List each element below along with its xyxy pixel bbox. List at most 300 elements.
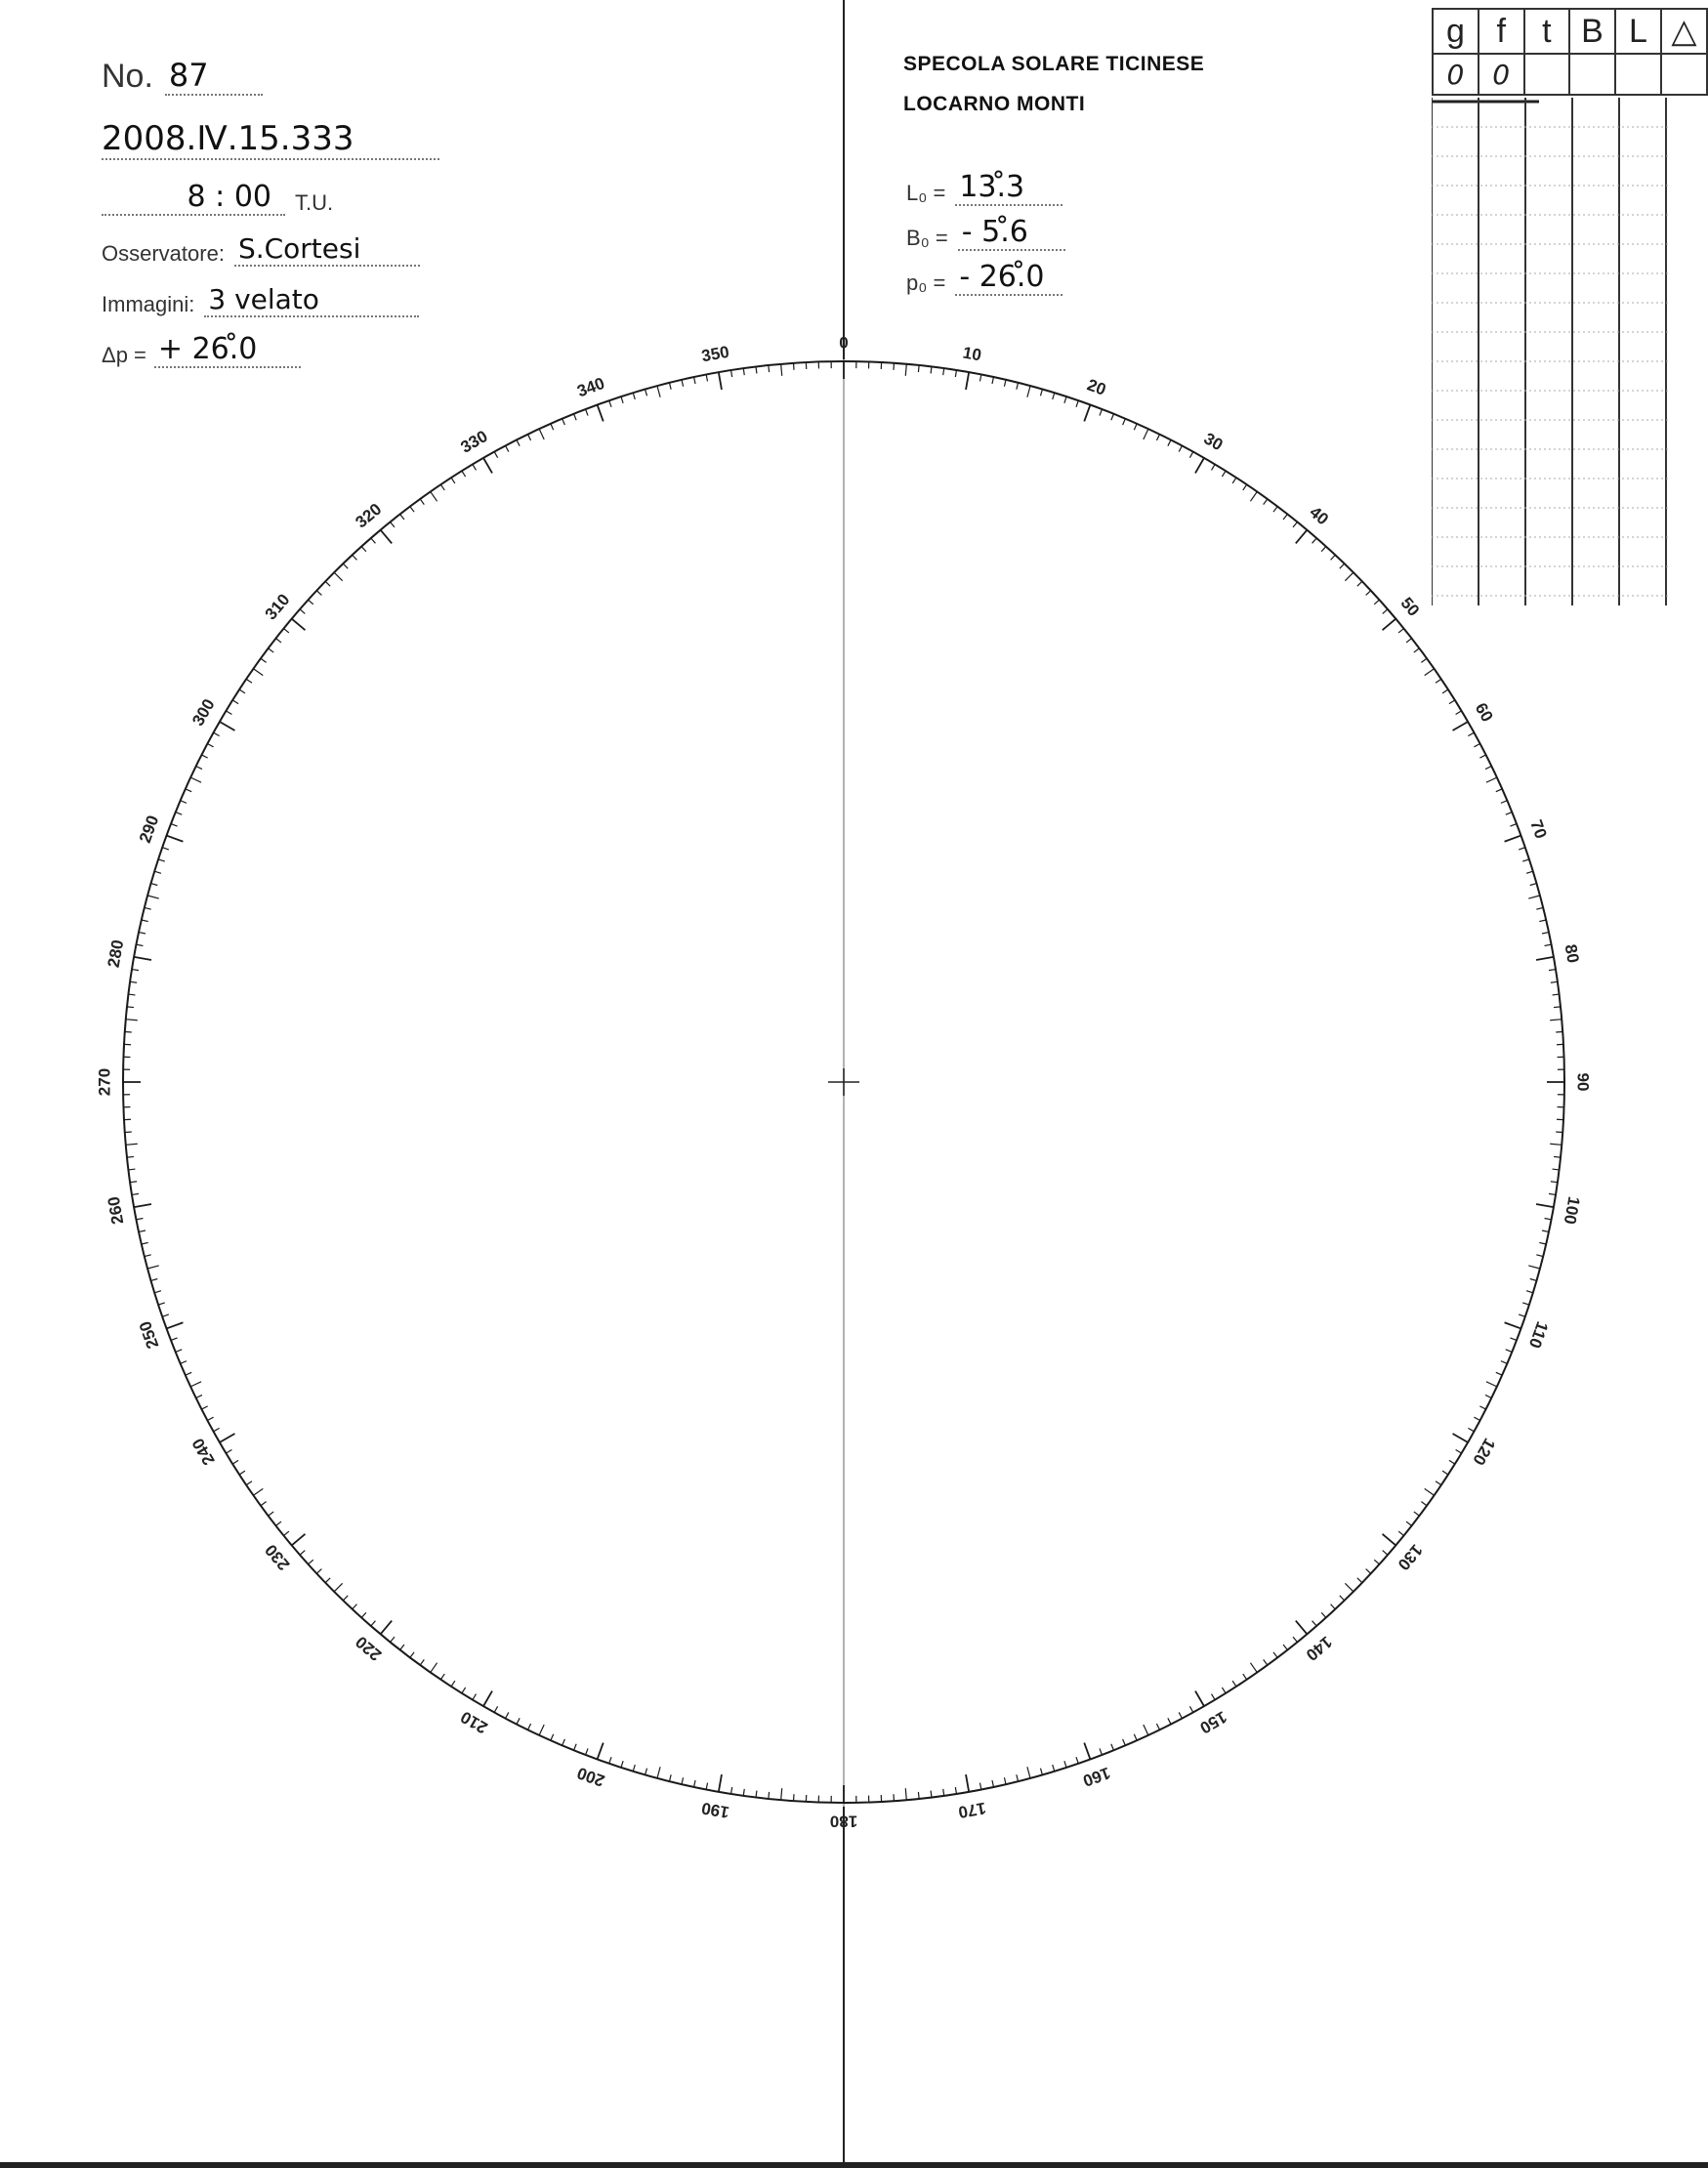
dial-tick [1134,424,1137,430]
dial-tick [1474,1417,1479,1420]
delta-p-field [102,332,301,368]
dial-tick [1496,1372,1502,1375]
dial-tick [1144,429,1148,439]
dial-label-240: 240 [188,1435,219,1469]
dial-tick [292,619,306,631]
dial-tick [253,669,263,676]
dial-tick [1040,1769,1042,1775]
dial-tick [931,1791,932,1798]
dial-tick [574,1744,577,1750]
dial-tick [139,1230,146,1231]
dial-label-200: 200 [574,1763,607,1791]
dial-tick [1485,1395,1491,1397]
dial-label-290: 290 [135,813,163,846]
dial-tick [420,1659,424,1665]
dial-tick [1111,1744,1114,1750]
dial-tick [1383,609,1388,614]
time-value: 8 : 00 [102,180,285,216]
dial-tick [239,689,245,693]
dial-tick [706,375,707,382]
dial-tick [506,445,509,451]
dial-tick [214,732,220,735]
dial-label-180: 180 [829,1812,858,1831]
dial-label-120: 120 [1469,1435,1499,1469]
dial-label-30: 30 [1200,429,1227,455]
dial-tick [275,639,281,643]
dial-tick [506,1712,509,1718]
dial-tick [657,1767,660,1778]
dial-tick [473,1694,477,1700]
dial-tick [167,836,184,842]
dial-tick [586,1748,589,1755]
dial-label-70: 70 [1526,816,1551,842]
dial-tick [1528,1266,1540,1269]
dial-tick [214,1428,220,1431]
dial-label-220: 220 [352,1632,386,1665]
value-b [1569,54,1615,95]
dial-tick [527,1724,530,1730]
dial-label-0: 0 [839,333,849,353]
dial-label-230: 230 [261,1540,294,1574]
dial-tick [781,364,782,376]
dial-label-20: 20 [1084,375,1109,399]
images-label: Immagini: [102,292,195,316]
dial-tick [1536,1255,1543,1257]
dial-tick [966,372,969,390]
images-field [102,283,419,317]
value-delta [1661,54,1707,95]
dial-tick [1436,1481,1441,1485]
dial-tick [1485,766,1491,769]
dial-tick [1189,452,1192,458]
dial-tick [1486,777,1497,782]
dial-tick [283,1531,288,1535]
dial-tick [598,1743,604,1760]
dial-tick [1479,1406,1485,1409]
dial-tick [1283,1645,1287,1650]
dial-tick [1453,1434,1469,1442]
dial-label-160: 160 [1080,1763,1113,1791]
dial-tick [931,367,932,374]
dial-tick [309,1560,313,1564]
dial-label-80: 80 [1561,942,1583,965]
dial-tick [343,563,348,568]
dial-tick [226,1449,231,1453]
value-f: 0 [1479,54,1524,95]
dial-tick [1017,1774,1019,1781]
dial-tick [756,367,757,374]
dial-tick [1519,1314,1525,1316]
header-g: g [1433,9,1479,54]
dial-tick [539,429,544,439]
dial-tick [139,933,146,934]
dial-tick [1004,380,1006,387]
group-table-value-row [1433,54,1707,95]
dial-tick [1553,994,1560,995]
dial-tick [1554,1007,1561,1008]
group-table-rows [1432,98,1668,605]
dial-label-90: 90 [1573,1072,1593,1092]
dial-tick [431,491,437,501]
observatory-name-line1: SPECOLA SOLARE TICINESE [903,53,1205,75]
dial-tick [134,1204,151,1207]
number-field [102,57,263,96]
dial-tick [682,380,684,387]
dial-tick [1076,1757,1078,1764]
dial-tick [1296,530,1308,544]
dial-tick [1526,871,1533,873]
dial-tick [1545,1218,1552,1219]
delta-p-value: + 26.̊0 [154,332,301,368]
dial-tick [1064,1761,1066,1768]
dial-label-100: 100 [1560,1194,1584,1227]
dial-tick [1100,409,1103,416]
dial-tick [137,1218,144,1219]
value-l [1615,54,1661,95]
dial-tick [400,514,404,520]
dial-tick [682,1777,684,1784]
dial-tick [1536,957,1554,960]
dial-tick [1549,970,1556,971]
dial-tick [694,377,695,384]
dial-tick [905,364,906,376]
dial-tick [130,1182,137,1183]
dial-tick [1425,1488,1435,1495]
dial-tick [918,365,919,372]
dial-tick [334,1583,342,1591]
dial-tick [261,658,267,662]
dial-tick [1542,933,1549,934]
dial-tick [1004,1777,1006,1784]
dial-tick [226,711,231,715]
time-field [102,180,333,216]
dial-tick [743,1789,744,1796]
header-f: f [1479,9,1524,54]
dial-tick [1398,629,1403,633]
dial-tick [694,1780,695,1787]
b0-label: B₀ = [906,226,948,250]
dial-tick [1528,896,1540,898]
dial-tick [186,1372,191,1375]
dial-tick [371,538,376,543]
date-field [102,119,439,160]
dial-label-190: 190 [699,1798,731,1822]
dial-tick [781,1788,782,1800]
dial-tick [1530,1278,1537,1280]
dial-tick [253,1488,263,1495]
dial-label-280: 280 [104,938,128,970]
dial-tick [1383,619,1396,631]
dial-tick [769,1792,770,1799]
dial-tick [966,1774,969,1792]
dial-tick [1425,669,1435,676]
images-value: 3 velato [204,283,419,317]
dial-tick [633,1765,635,1772]
delta-p-label: Δp = [102,343,146,367]
dial-tick [574,414,577,420]
dial-tick [494,1706,497,1712]
dial-tick [292,1534,306,1546]
dial-tick [316,1569,321,1574]
dial-tick [316,591,321,596]
page-bottom-edge [0,2162,1708,2168]
dial-tick [431,1663,437,1673]
dial-tick [145,907,151,909]
dial-tick [440,1674,444,1680]
dial-label-210: 210 [457,1707,491,1737]
dial-tick [154,1291,161,1293]
dial-tick [483,1691,492,1707]
observer-value: S.Cortesi [234,232,420,267]
dial-tick [1331,555,1336,560]
dial-tick [1232,1681,1236,1687]
observer-field [102,232,420,267]
dial-tick [1374,600,1379,605]
dial-tick [1222,471,1226,477]
header-t: t [1524,9,1569,54]
dial-tick [992,1780,993,1787]
dial-tick [1111,414,1114,420]
dial-tick [1453,722,1469,730]
dial-tick [1398,1531,1403,1535]
header-b: B [1569,9,1615,54]
dial-tick [1123,1739,1126,1745]
dial-tick [527,435,530,440]
dial-label-320: 320 [352,499,386,532]
dial-tick [269,648,274,652]
dial-tick [420,499,424,505]
dial-tick [142,1242,148,1244]
dial-tick [473,464,477,470]
dial-tick [261,1502,267,1506]
dial-tick [743,368,744,375]
dial-tick [1264,1659,1268,1665]
dial-tick [126,1144,138,1145]
dial-tick [132,970,139,971]
dial-tick [621,1761,623,1768]
dial-label-10: 10 [961,343,983,365]
dial-tick [201,755,207,758]
group-table [1432,8,1708,96]
dial-tick [1243,484,1247,490]
dial-tick [719,1774,722,1792]
dial-label-50: 50 [1396,594,1424,620]
dial-tick [731,1787,732,1794]
dial-tick [1442,1471,1448,1475]
dial-label-170: 170 [956,1798,988,1822]
dial-tick [633,393,635,399]
dial-tick [1250,1663,1257,1673]
dial-tick [1366,1569,1371,1574]
dial-tick [1468,732,1474,735]
dial-tick [1179,1712,1182,1718]
value-t [1524,54,1569,95]
dial-tick [1340,1596,1345,1601]
dial-tick [300,1551,305,1556]
dial-label-140: 140 [1302,1632,1336,1665]
header-delta: △ [1661,9,1707,54]
value-g: 0 [1433,54,1479,95]
dial-tick [1505,1322,1521,1328]
dial-tick [201,1406,207,1409]
p0-label: p₀ = [906,271,946,295]
l0-label: L₀ = [906,181,946,205]
dial-tick [391,521,395,526]
dial-tick [1264,499,1268,505]
dial-tick [171,824,178,827]
dial-tick [1134,1734,1137,1740]
b0-field [906,215,1065,251]
dial-tick [246,679,252,683]
dial-label-340: 340 [574,373,607,401]
dial-tick [334,572,342,580]
dial-tick [562,419,565,425]
dial-tick [1040,390,1042,396]
dial-tick [186,789,191,792]
dial-tick [154,871,161,873]
dial-tick [918,1792,919,1799]
dial-tick [462,471,466,477]
group-table-header-row [1433,9,1707,54]
dial-tick [176,813,182,815]
dial-tick [400,1645,404,1650]
dial-tick [451,1681,455,1687]
dial-tick [246,1481,252,1485]
l0-value: 13.̊3 [955,170,1062,206]
dial-tick [943,1789,944,1796]
dial-tick [1273,507,1277,513]
dial-tick [1522,1303,1529,1305]
dial-tick [1053,1765,1055,1772]
dial-tick [1553,1169,1560,1170]
dial-tick [1468,1428,1474,1431]
dial-tick [1449,700,1455,704]
dial-tick [1296,1621,1308,1635]
dial-tick [1522,859,1529,861]
dial-label-330: 330 [457,427,491,457]
dial-tick [300,609,305,614]
dial-tick [517,439,520,445]
number-value: 87 [165,57,263,96]
dial-tick [1027,386,1030,397]
number-label: No. [102,58,153,95]
dial-tick [1084,1743,1090,1760]
dial-tick [1293,521,1297,526]
dial-tick [551,424,554,430]
p0-value: - 26.̊0 [955,260,1062,296]
dial-tick [1436,679,1441,683]
dial-tick [1293,1637,1297,1642]
time-unit: T.U. [295,190,334,215]
dial-tick [1550,1144,1562,1145]
dial-tick [1505,836,1521,842]
dial-tick [130,981,137,982]
dial-tick [1366,591,1371,596]
dial-tick [371,1621,376,1626]
dial-tick [609,400,611,407]
dial-tick [769,365,770,372]
dial-tick [410,1652,414,1658]
dial-tick [905,1788,906,1800]
dial-tick [451,478,455,483]
dial-tick [1357,581,1362,586]
dial-tick [381,1621,393,1635]
b0-value: - 5.̊6 [958,215,1065,251]
dial-tick [207,744,213,747]
dial-tick [1312,1621,1317,1626]
dial-tick [309,600,313,605]
dial-tick [181,1361,187,1364]
dial-tick [1345,572,1353,580]
dial-tick [1449,1460,1455,1464]
dial-tick [979,1783,980,1790]
dial-tick [1179,445,1182,451]
dial-tick [325,1578,330,1583]
dial-tick [756,1791,757,1798]
dial-tick [1550,1020,1562,1021]
dial-tick [1549,1193,1556,1194]
dial-tick [1414,1512,1420,1516]
dial-tick [1321,1612,1326,1617]
dial-tick [1189,1706,1192,1712]
dial-tick [1545,944,1552,945]
dial-tick [1539,920,1546,922]
dial-tick [1211,1694,1215,1700]
dial-tick [943,368,944,375]
dial-tick [1542,1230,1549,1231]
dial-tick [1539,1242,1546,1244]
dial-tick [126,1020,138,1021]
dial-tick [196,1395,202,1397]
dial-tick [1479,755,1485,758]
dial-tick [196,766,202,769]
dial-tick [391,1637,395,1642]
dial-tick [190,777,201,782]
dial-tick [440,484,444,490]
dial-tick [269,1512,274,1516]
dial-tick [1017,383,1019,390]
dial-tick [167,1322,184,1328]
dial-label-150: 150 [1196,1707,1230,1737]
dial-label-270: 270 [95,1067,114,1097]
dial-tick [1526,1291,1533,1293]
dial-tick [669,383,671,390]
dial-tick [134,957,151,960]
dial-label-300: 300 [188,695,219,730]
dial-tick [190,1382,201,1387]
dial-tick [1536,1204,1554,1207]
dial-tick [1156,435,1159,440]
dial-tick [147,1266,159,1269]
dial-tick [1501,801,1507,804]
dial-tick [147,896,159,898]
dial-tick [669,1774,671,1781]
dial-tick [1554,1156,1561,1157]
dial-tick [1357,1578,1362,1583]
dial-tick [142,920,148,922]
dial-tick [706,1783,707,1790]
dial-tick [1519,848,1525,850]
dial-tick [1530,884,1537,886]
dial-tick [283,629,288,633]
dial-tick [1195,458,1204,474]
dial-tick [353,555,357,560]
dial-tick [162,1314,169,1316]
dial-tick [1321,547,1326,552]
dial-tick [1232,478,1236,483]
dial-tick [1123,419,1126,425]
dial-tick [129,994,136,995]
